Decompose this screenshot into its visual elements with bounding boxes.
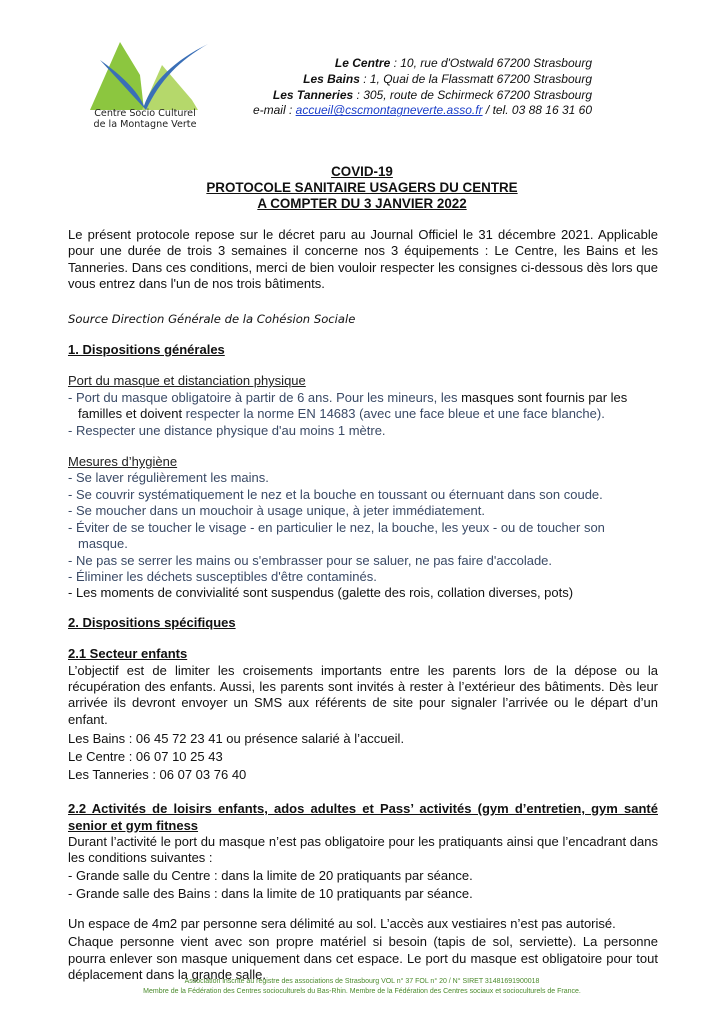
phone-item: Les Bains : 06 45 72 23 41 ou présence salarié à l’accueil. xyxy=(68,731,405,747)
address-centre xyxy=(212,56,592,72)
address-block xyxy=(212,56,592,119)
hygiene-item: - Se couvrir systématiquement le nez et la bouche en toussant ou éternuant dans son coude. xyxy=(68,486,603,502)
address-bains xyxy=(212,72,592,88)
address-bains-value: : 1, Quai de la Flassmatt 67200 Strasbourg xyxy=(359,71,592,86)
section-2-2-text: Durant l’activité le port du masque n’est pas obligatoire pour les pratiquants ainsi que l’encadrant dans les conditions suivantes : xyxy=(68,833,658,866)
phone-item: Le Centre : 06 07 10 25 43 xyxy=(68,749,223,765)
intro-paragraph: Le présent protocole repose sur le décret paru au Journal Officiel le 31 décembre 2021. Applicable pour une durée de trois 3 semaines il concerne nos 3 équipements : Le Centre, les Bains et les Tanneries. Dans ces conditions, merci de bien vouloir respecter les consignes ci-dessous dès lors que vous entrez dans l'un de nos trois bâtiments. xyxy=(68,227,658,292)
title-line-2: PROTOCOLE SANITAIRE USAGERS DU CENTRE xyxy=(206,180,518,195)
email-link[interactable]: accueil@cscmontagneverte.asso.fr xyxy=(295,103,483,118)
section-2-1-text: L’objectif est de limiter les croisements importants entre les parents lors de la dépose ou la récupération des enfants. Aussi, les parents sont invités à rester à l’extérieur des bâtiments. Dès leur arrivée ils devront envoyer un SMS aux référents de site pour signaler l’arrivée ou le départ d’un enfant. xyxy=(68,662,658,727)
logo-line-2: de la Montagne Verte xyxy=(93,119,197,130)
section-2-heading: 2. Dispositions spécifiques xyxy=(68,614,236,630)
title-line-1: COVID-19 xyxy=(331,164,393,179)
source-line: Source Direction Générale de la Cohésion Sociale xyxy=(68,311,356,326)
section-2-2-heading: 2.2 Activités de loisirs enfants, ados adultes et Pass’ activités (gym d’entretien, gym santé senior et gym fitness xyxy=(68,801,658,833)
address-tanneries-label: Les Tanneries xyxy=(272,87,354,102)
section-1-heading: 1. Dispositions générales xyxy=(68,342,225,358)
address-tanneries xyxy=(212,88,592,104)
hygiene-item: - Éviter de se toucher le visage - en particulier le nez, la bouche, les yeux - ou de toucher son masque. xyxy=(68,519,605,552)
address-centre-value: : 10, rue d'Ostwald 67200 Strasbourg xyxy=(390,56,592,70)
masque-heading: Port du masque et distanciation physique xyxy=(68,373,306,389)
salle-list xyxy=(68,867,658,903)
hygiene-item: - Éliminer les déchets susceptibles d'être contaminés. xyxy=(68,568,377,584)
phone-item: Les Tanneries : 06 07 03 76 40 xyxy=(68,767,247,783)
title-line-3: A COMPTER DU 3 JANVIER 2022 xyxy=(257,196,467,211)
phone-list xyxy=(68,730,658,784)
document-body xyxy=(68,227,658,983)
masque-item-1-c: familles et doivent xyxy=(78,406,186,422)
section-2-1-heading: 2.1 Secteur enfants xyxy=(68,646,188,662)
masque-item-1-a: - Port du masque obligatoire à partir de 6 ans. Pour les mineurs, les xyxy=(68,389,462,405)
address-centre-label: Le Centre xyxy=(334,56,391,70)
hygiene-item: - Se laver régulièrement les mains. xyxy=(68,470,269,486)
hygiene-heading: Mesures d’hygiène xyxy=(68,454,178,470)
logo-line-1: Centre Socio Culturel xyxy=(94,108,196,119)
masque-item-1-d: respecter la norme EN 14683 (avec une face bleue et une face blanche). xyxy=(185,406,605,422)
hygiene-item: - Se moucher dans un mouchoir à usage unique, à jeter immédiatement. xyxy=(68,503,485,519)
address-contact xyxy=(212,103,592,119)
section-2-2-materiel: Chaque personne vient avec son propre matériel si besoin (tapis de sol, serviette). La personne pourra enlever son masque uniquement dans cet espace. Le port du masque est obligatoire pour tout déplacement dans la grande salle. xyxy=(68,934,658,982)
salle-item: - Grande salle des Bains : dans la limite de 10 pratiquants par séance. xyxy=(68,885,473,901)
section-2-2-espace: Un espace de 4m2 par personne sera délimité au sol. L’accès aux vestiaires n’est pas autorisé. xyxy=(68,915,616,931)
salle-item: - Grande salle du Centre : dans la limite de 20 pratiquants par séance. xyxy=(68,867,473,883)
masque-item-2: - Respecter une distance physique d'au moins 1 mètre. xyxy=(68,422,386,438)
masque-item-1 xyxy=(68,390,658,423)
document-title xyxy=(0,164,724,212)
hygiene-item: - Ne pas se serrer les mains ou s'embrasser pour se saluer, ne pas faire d'accolade. xyxy=(68,552,553,568)
telephone: / tel. 03 88 16 31 60 xyxy=(482,103,592,118)
footer-line-1: Association inscrite au registre des associations de Strasbourg VOL n° 37 FOL n° 20 / N° SIRET 31481691900018 xyxy=(184,978,540,985)
footer xyxy=(0,977,724,997)
hygiene-list xyxy=(68,470,658,601)
masque-item-1-b: masques sont fournis par les xyxy=(461,389,628,405)
address-tanneries-value: : 305, route de Schirmeck 67200 Strasbourg xyxy=(353,87,592,102)
hygiene-item: - Les moments de convivialité sont suspendus (galette des rois, collation diverses, pots) xyxy=(68,585,574,601)
logo-text xyxy=(86,108,204,130)
email-prefix: e-mail : xyxy=(252,103,296,118)
footer-line-2: Membre de la Fédération des Centres socioculturels du Bas-Rhin. Membre de la Fédération des Centres sociaux et socioculturels de France. xyxy=(143,988,581,995)
address-bains-label: Les Bains xyxy=(303,71,360,86)
